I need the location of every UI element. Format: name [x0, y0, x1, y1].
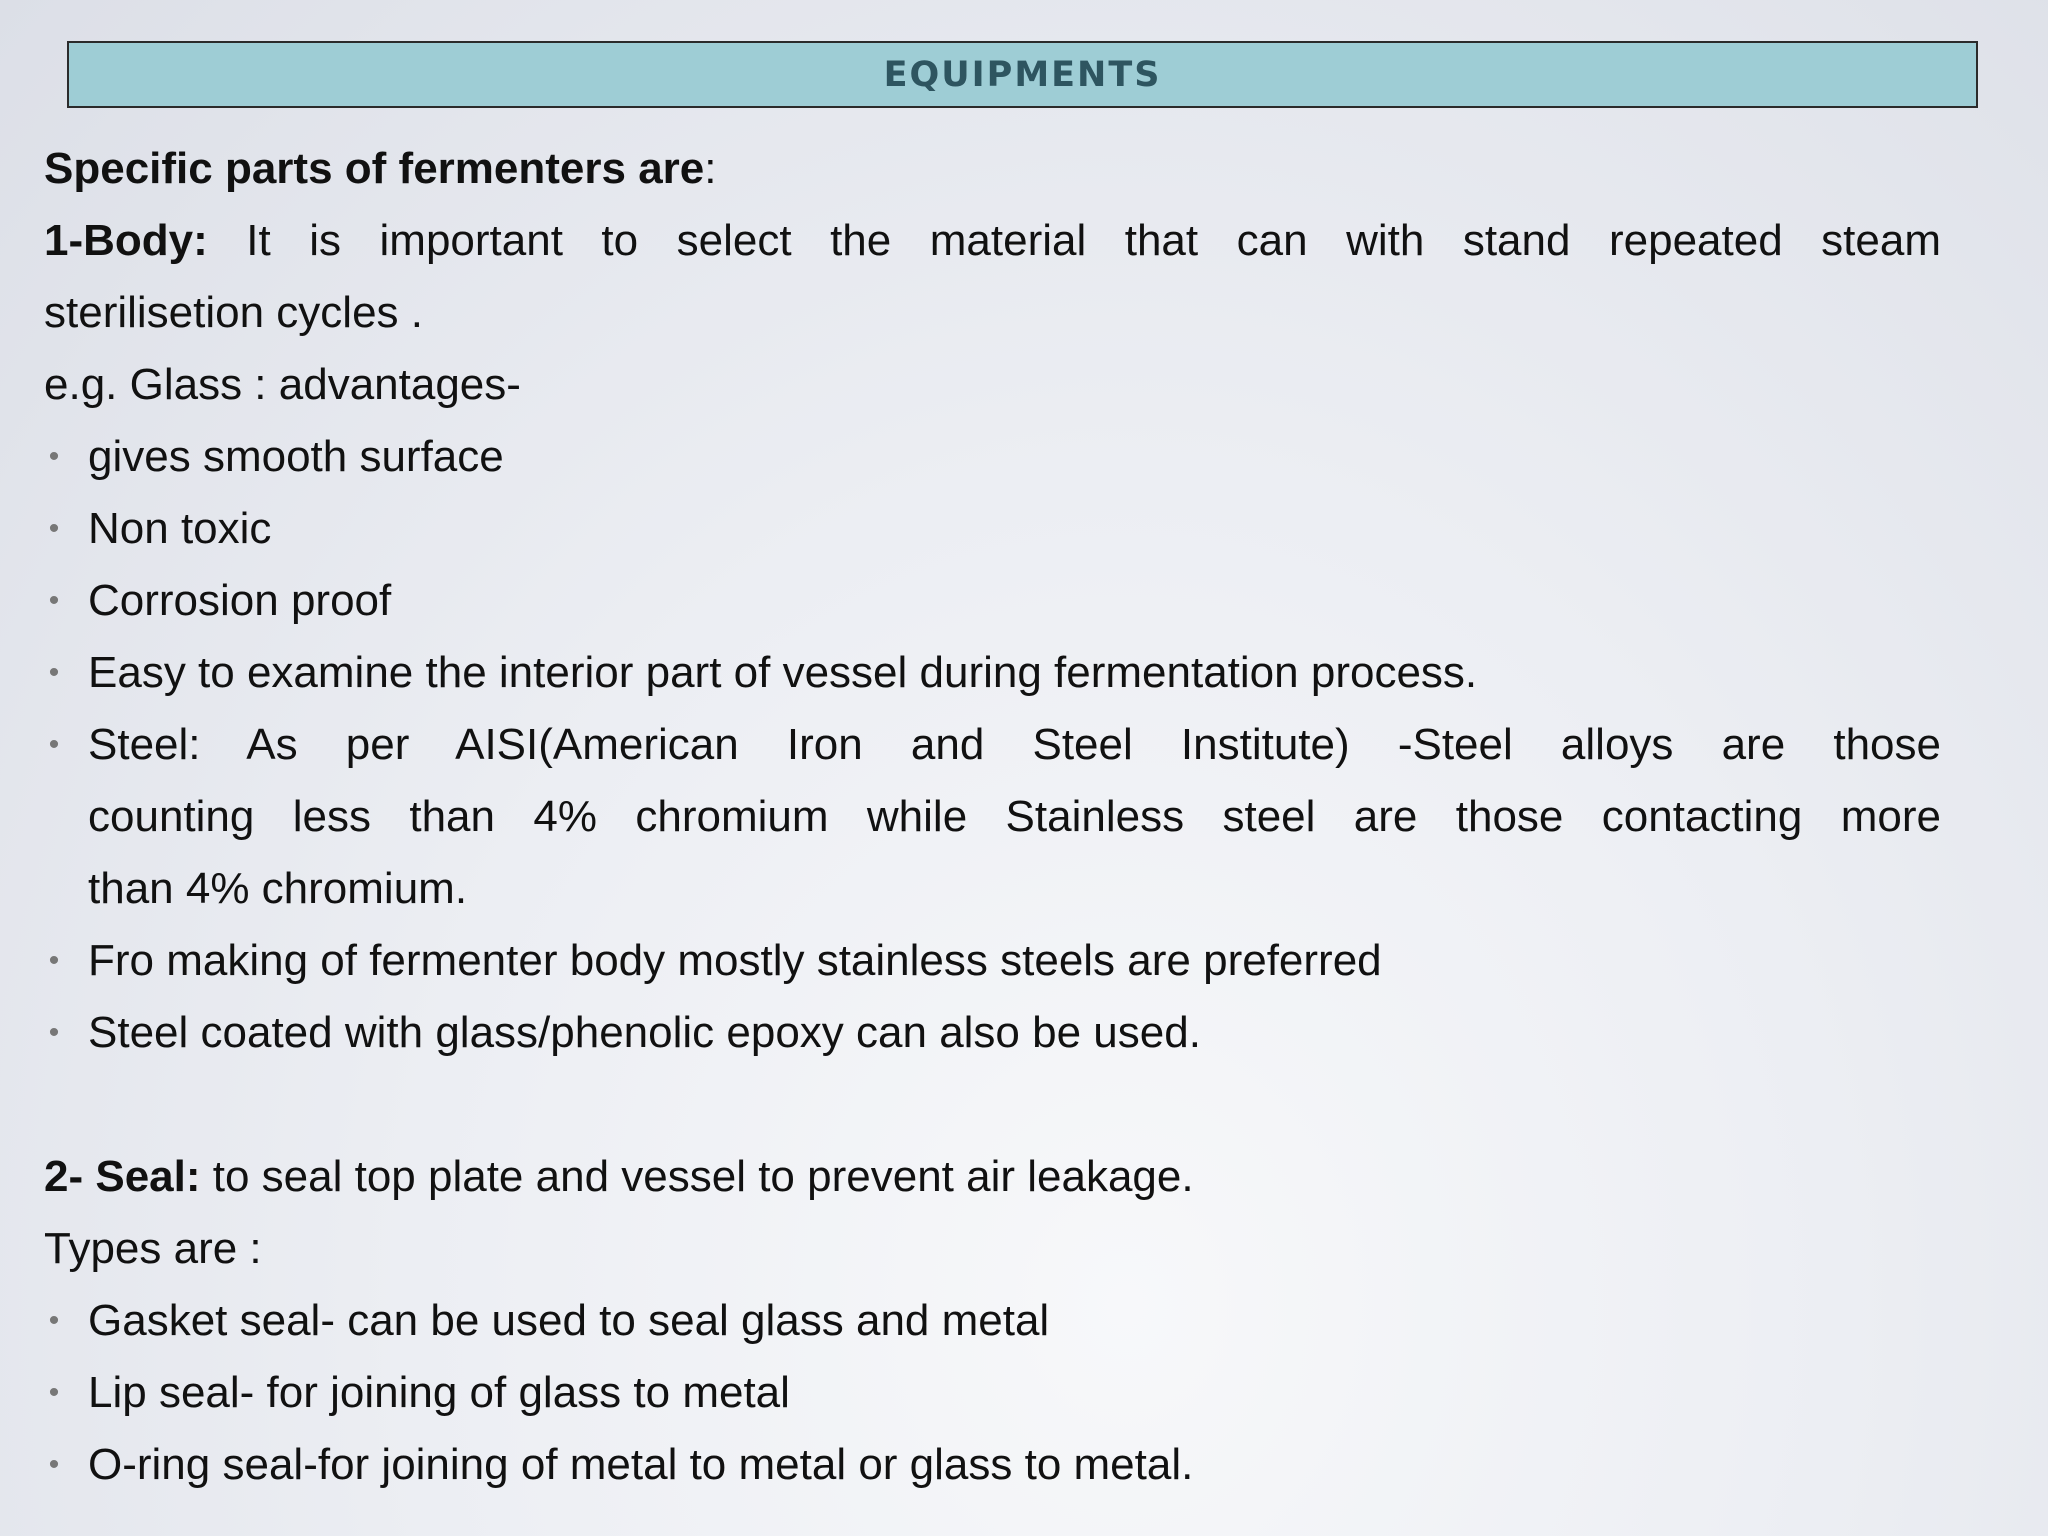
list-item — [44, 997, 1941, 1069]
steel-line-1: Steel: As per AISI(American Iron and Steel Institute) -Steel alloys are those — [88, 720, 1941, 769]
list-item — [44, 421, 1941, 493]
seal-line — [44, 1141, 1941, 1213]
bullet-icon: • — [48, 728, 60, 761]
list-item-text: gives smooth surface — [88, 432, 504, 481]
bullet-icon: • — [48, 512, 60, 545]
slide-title-bar — [67, 41, 1978, 108]
bullet-icon: • — [48, 1376, 60, 1409]
glass-example: e.g. Glass : advantages- — [44, 360, 521, 409]
body-heading: 1-Body: — [44, 216, 208, 265]
bullet-icon: • — [48, 1448, 60, 1481]
list-item-text: Gasket seal- can be used to seal glass and metal — [88, 1296, 1050, 1345]
list-item — [44, 493, 1941, 565]
list-item — [44, 1429, 1941, 1501]
list-item-text: Non toxic — [88, 504, 272, 553]
list-item-text: Fro making of fermenter body mostly stainless steels are preferred — [88, 936, 1382, 985]
bullet-icon: • — [48, 584, 60, 617]
slide-title: EQUIPMENTS — [883, 54, 1162, 95]
list-item-text: Easy to examine the interior part of vessel during fermentation process. — [88, 648, 1478, 697]
list-item — [44, 565, 1941, 637]
steel-line-2: counting less than 4% chromium while Stainless steel are those contacting more — [88, 792, 1941, 841]
slide-content — [44, 133, 1941, 1501]
list-item-text: Steel coated with glass/phenolic epoxy can also be used. — [88, 1008, 1201, 1057]
seal-description: to seal top plate and vessel to prevent air leakage. — [200, 1152, 1194, 1201]
list-item-text: Corrosion proof — [88, 576, 392, 625]
intro-heading: Specific parts of fermenters are — [44, 144, 705, 193]
steel-list-item — [44, 709, 1941, 925]
body-line-1 — [44, 205, 1941, 277]
section-spacer — [44, 1069, 1941, 1141]
bullet-icon: • — [48, 440, 60, 473]
list-item-text: O-ring seal-for joining of metal to metal or glass to metal. — [88, 1440, 1194, 1489]
body-description: It is important to select the material that can with stand repeated steam — [207, 216, 1941, 265]
intro-colon: : — [704, 144, 717, 193]
bullet-icon: • — [48, 1304, 60, 1337]
list-item-text: Lip seal- for joining of glass to metal — [88, 1368, 790, 1417]
steel-line-3: than 4% chromium. — [88, 864, 468, 913]
body-line-2: sterilisetion cycles . — [44, 288, 424, 337]
list-item — [44, 925, 1941, 997]
intro-line — [44, 133, 1941, 205]
bullet-icon: • — [48, 656, 60, 689]
list-item — [44, 1357, 1941, 1429]
list-item — [44, 637, 1941, 709]
bullet-icon: • — [48, 944, 60, 977]
seal-types-label: Types are : — [44, 1224, 262, 1273]
list-item — [44, 1285, 1941, 1357]
bullet-icon: • — [48, 1016, 60, 1049]
seal-heading: 2- Seal: — [44, 1152, 201, 1201]
